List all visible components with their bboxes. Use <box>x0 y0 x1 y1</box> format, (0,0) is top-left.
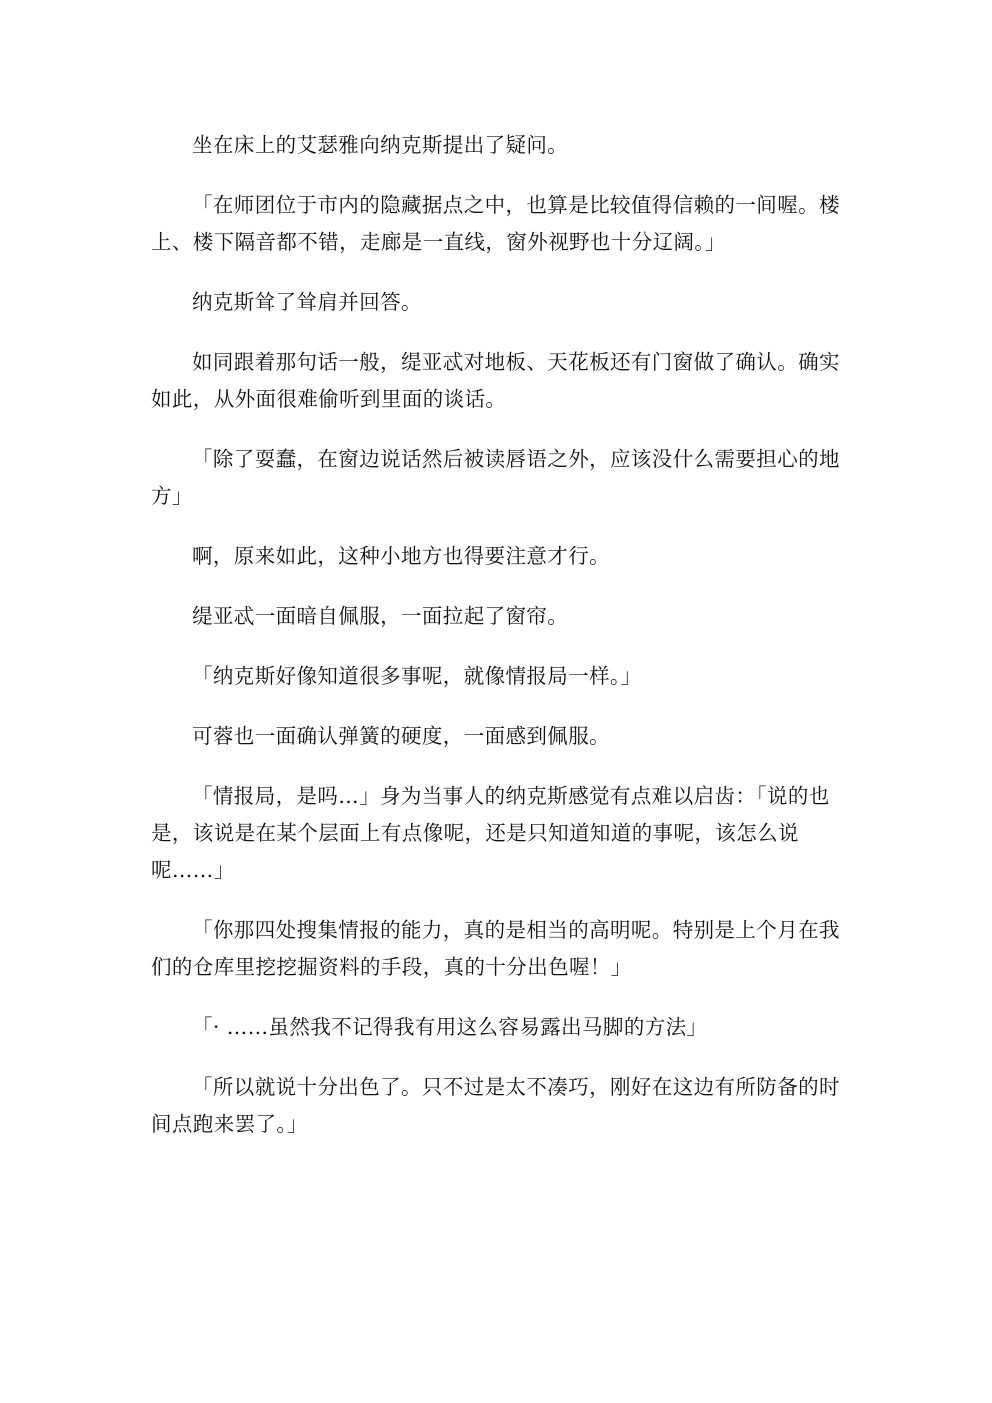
paragraph-10: 「情报局，是吗…」身为当事人的纳克斯感觉有点难以启齿：「说的也是，该说是在某个层面上有点像呢，还是只知道知道的事呢，该怎么说呢……」 <box>151 784 830 882</box>
paragraph-9: 可蓉也一面确认弹簧的硬度，一面感到佩服。 <box>192 724 610 748</box>
paragraph-4: 如同跟着那句话一般，缇亚忒对地板、天花板还有门窗做了确认。确实如此，从外面很难偷听到里面的谈话。 <box>151 350 840 411</box>
paragraph-2: 「在师团位于市内的隐藏据点之中，也算是比较值得信赖的一间喔。楼上、楼下隔音都不错，走廊是一直线，窗外视野也十分辽阔。」 <box>151 193 840 254</box>
paragraph-1: 坐在床上的艾瑟雅向纳克斯提出了疑问。 <box>192 133 569 157</box>
paragraph-12: 「· ……虽然我不记得我有用这么容易露出马脚的方法」 <box>192 1015 708 1039</box>
novel-text-body <box>151 127 851 1166</box>
paragraph-11: 「你那四处搜集情报的能力，真的是相当的高明呢。特别是上个月在我们的仓库里挖挖掘资料的手段，真的十分出色喔！」 <box>151 918 840 979</box>
paragraph-6: 啊，原来如此，这种小地方也得要注意才行。 <box>192 544 610 568</box>
paragraph-7: 缇亚忒一面暗自佩服，一面拉起了窗帘。 <box>192 604 569 628</box>
paragraph-8: 「纳克斯好像知道很多事呢，就像情报局一样。」 <box>192 664 642 688</box>
paragraph-5: 「除了耍蠢，在窗边说话然后被读唇语之外，应该没什么需要担心的地方」 <box>151 447 840 508</box>
paragraph-13: 「所以就说十分出色了。只不过是太不凑巧，刚好在这边有所防备的时间点跑来罢了。」 <box>151 1075 840 1136</box>
paragraph-3: 纳克斯耸了耸肩并回答。 <box>192 290 422 314</box>
